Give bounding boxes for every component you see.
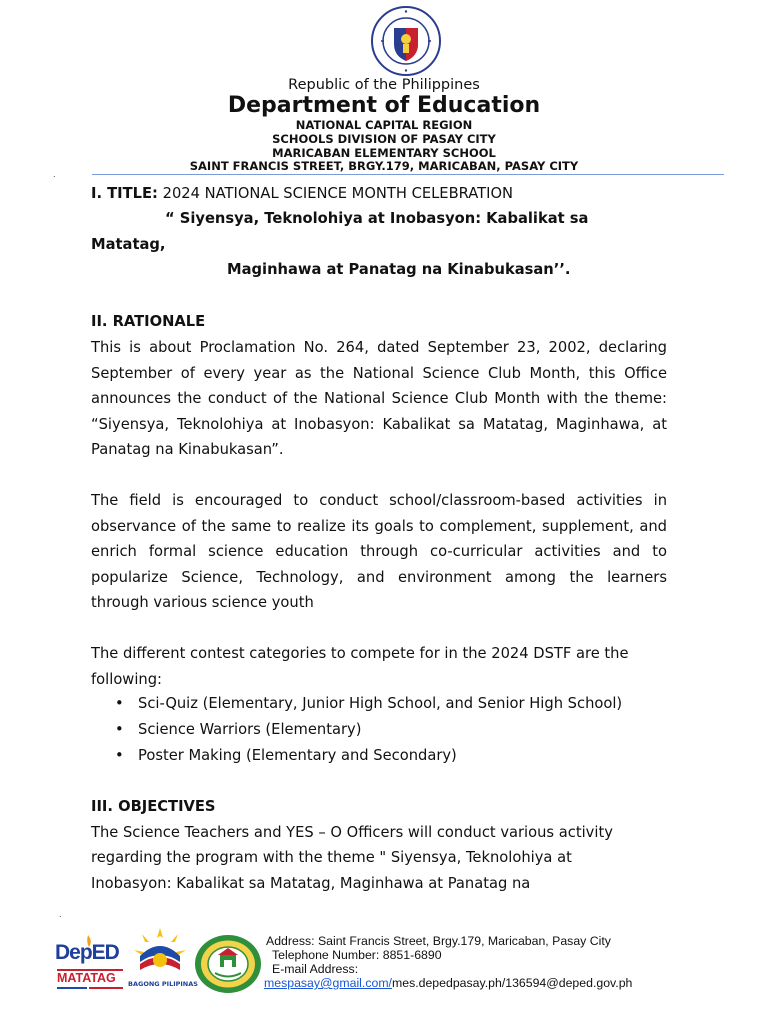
- deped-matatag-logo: [55, 933, 125, 991]
- title-label: I. TITLE:: [91, 185, 158, 202]
- contest-intro-line-1: The different contest categories to compete for in the 2024 DSTF are the: [91, 645, 629, 662]
- footer-email-label: E-mail Address:: [272, 962, 359, 976]
- rationale-paragraph-1: This is about Proclamation No. 264, dated September 23, 2002, declaring September of every year as the National Science Club Month, this Office announces the conduct of the National Science Club Month with the theme: “Siyensya, Teknolohiya at Inobasyon: Kabalikat sa Matatag, Maginhawa, at Panatag na Kinabukasan”.: [91, 339, 667, 459]
- theme-line-3: Maginhawa at Panatag na Kinabukasan’’.: [227, 261, 571, 278]
- school-address-line: SAINT FRANCIS STREET, BRGY.179, MARICABAN, PASAY CITY: [189, 159, 579, 173]
- maricaban-school-seal-icon: [193, 933, 263, 995]
- email-link[interactable]: mespasay@gmail.com/: [264, 976, 392, 990]
- bagong-pilipinas-wordmark: BAGONG PILIPINAS: [128, 980, 198, 988]
- objectives-line-3: Inobasyon: Kabalikat sa Matatag, Maginhawa at Panatag na: [91, 875, 531, 892]
- division-line: SCHOOLS DIVISION OF PASAY CITY: [272, 132, 496, 146]
- bagong-pilipinas-logo: [128, 926, 198, 992]
- school-line: MARICABAN ELEMENTARY SCHOOL: [272, 146, 496, 160]
- bullet-icon: •: [115, 747, 124, 764]
- theme-line-2: Matatag,: [91, 236, 166, 253]
- email-rest: mes.depedpasay.ph/136594@deped.gov.ph: [391, 976, 633, 990]
- title-line: [91, 185, 513, 202]
- rationale-paragraph-2: The field is encouraged to conduct school/classroom-based activities in observance of the same to realize its goals to complement, supplement, and enrich formal science education through co-curricular activities and to popularize Science, Technology, and environment among the learners through various science youth: [91, 492, 667, 612]
- bullet-icon: •: [115, 721, 124, 738]
- matatag-wordmark: MATATAG: [57, 971, 116, 985]
- objectives-line-1: The Science Teachers and YES – O Officers will conduct various activity: [91, 824, 613, 841]
- deped-wordmark: DepED: [55, 941, 119, 964]
- margin-dot: .: [53, 170, 56, 179]
- footer-email-line: [264, 977, 632, 991]
- header-divider: [92, 174, 724, 175]
- republic-line: Republic of the Philippines: [288, 77, 480, 93]
- list-item-text: Sci-Quiz (Elementary, Junior High School, and Senior High School): [138, 695, 623, 712]
- list-item-text: Poster Making (Elementary and Secondary): [138, 747, 457, 764]
- margin-dot: .: [59, 910, 62, 919]
- bagong-pilipinas-icon: [128, 926, 192, 982]
- footer-address: Address: Saint Francis Street, Brgy.179, Maricaban, Pasay City: [266, 934, 611, 948]
- list-item-text: Science Warriors (Elementary): [138, 721, 362, 738]
- list-item: [115, 747, 457, 764]
- list-item: [115, 695, 622, 712]
- objectives-line-2: regarding the program with the theme " Siyensya, Teknolohiya at: [91, 849, 572, 866]
- rationale-heading: II. RATIONALE: [91, 313, 206, 330]
- region-line: NATIONAL CAPITAL REGION: [295, 118, 473, 132]
- deped-seal-icon: [371, 6, 441, 76]
- theme-line-1: “ Siyensya, Teknolohiya at Inobasyon: Kabalikat sa: [165, 210, 589, 227]
- contest-intro-line-2: following:: [91, 671, 162, 688]
- bullet-icon: •: [115, 695, 124, 712]
- list-item: [115, 721, 361, 738]
- department-name: Department of Education: [227, 93, 541, 118]
- title-text: 2024 NATIONAL SCIENCE MONTH CELEBRATION: [157, 185, 514, 202]
- objectives-heading: III. OBJECTIVES: [91, 798, 216, 815]
- footer-telephone: Telephone Number: 8851-6890: [272, 948, 442, 962]
